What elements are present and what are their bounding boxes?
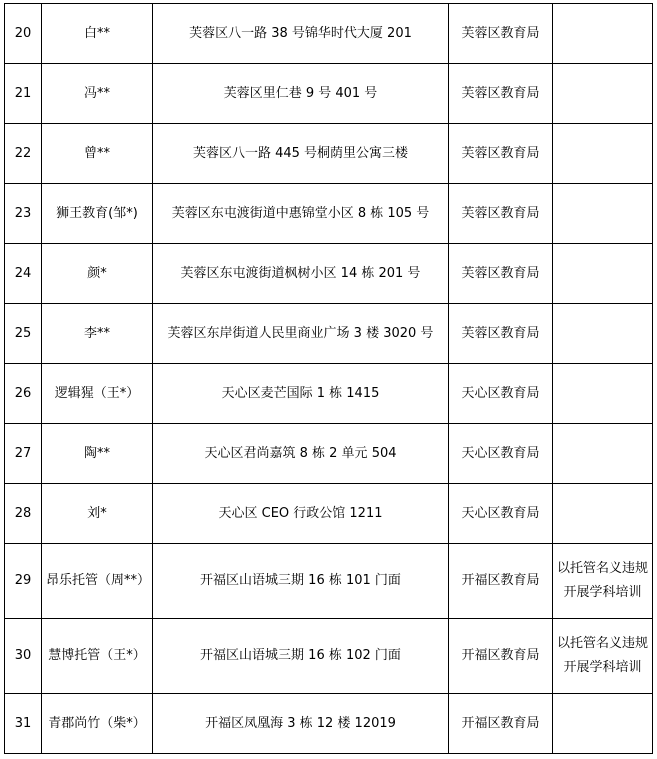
- supervising-authority: 芙蓉区教育局: [449, 124, 553, 184]
- institution-address: 芙蓉区东屯渡街道枫树小区 14 栋 201 号: [153, 244, 449, 304]
- institution-address: 天心区君尚嘉筑 8 栋 2 单元 504: [153, 424, 449, 484]
- row-number: 30: [5, 619, 42, 694]
- violation-note: 以托管名义违规开展学科培训: [553, 544, 653, 619]
- supervising-authority: 天心区教育局: [449, 424, 553, 484]
- row-number: 25: [5, 304, 42, 364]
- institution-name: 李**: [42, 304, 153, 364]
- institution-address: 开福区山语城三期 16 栋 101 门面: [153, 544, 449, 619]
- institution-address: 芙蓉区八一路 38 号锦华时代大厦 201: [153, 4, 449, 64]
- supervising-authority: 芙蓉区教育局: [449, 64, 553, 124]
- row-number: 23: [5, 184, 42, 244]
- table-row: [5, 619, 653, 694]
- violation-note: [553, 4, 653, 64]
- violation-note: [553, 244, 653, 304]
- institution-address: 天心区 CEO 行政公馆 1211: [153, 484, 449, 544]
- table-row: [5, 544, 653, 619]
- institution-address: 芙蓉区东屯渡街道中惠锦堂小区 8 栋 105 号: [153, 184, 449, 244]
- table-row: [5, 64, 653, 124]
- table-row: [5, 4, 653, 64]
- institution-name: 昂乐托管（周**）: [42, 544, 153, 619]
- supervising-authority: 芙蓉区教育局: [449, 304, 553, 364]
- row-number: 29: [5, 544, 42, 619]
- supervising-authority: 芙蓉区教育局: [449, 244, 553, 304]
- institution-address: 开福区山语城三期 16 栋 102 门面: [153, 619, 449, 694]
- institution-address: 开福区凤凰海 3 栋 12 楼 12019: [153, 694, 449, 754]
- institution-address: 芙蓉区里仁巷 9 号 401 号: [153, 64, 449, 124]
- row-number: 27: [5, 424, 42, 484]
- table-row: [5, 424, 653, 484]
- institution-address: 芙蓉区东岸街道人民里商业广场 3 楼 3020 号: [153, 304, 449, 364]
- violation-note: [553, 64, 653, 124]
- row-number: 21: [5, 64, 42, 124]
- institution-name: 陶**: [42, 424, 153, 484]
- row-number: 26: [5, 364, 42, 424]
- institution-name: 白**: [42, 4, 153, 64]
- table-row: [5, 124, 653, 184]
- row-number: 24: [5, 244, 42, 304]
- institution-name: 逻辑猩（王*）: [42, 364, 153, 424]
- supervising-authority: 芙蓉区教育局: [449, 4, 553, 64]
- table-row: [5, 184, 653, 244]
- supervising-authority: 芙蓉区教育局: [449, 184, 553, 244]
- institution-name: 刘*: [42, 484, 153, 544]
- row-number: 22: [5, 124, 42, 184]
- supervising-authority: 开福区教育局: [449, 694, 553, 754]
- supervising-authority: 开福区教育局: [449, 619, 553, 694]
- institution-name: 曾**: [42, 124, 153, 184]
- table-row: [5, 364, 653, 424]
- supervising-authority: 天心区教育局: [449, 364, 553, 424]
- row-number: 20: [5, 4, 42, 64]
- table-row: [5, 244, 653, 304]
- institution-address: 天心区麦芒国际 1 栋 1415: [153, 364, 449, 424]
- violation-note: 以托管名义违规开展学科培训: [553, 619, 653, 694]
- institution-name: 狮王教育(邹*): [42, 184, 153, 244]
- institution-name: 青郡尚竹（柴*）: [42, 694, 153, 754]
- institution-address: 芙蓉区八一路 445 号桐荫里公寓三楼: [153, 124, 449, 184]
- violation-note: [553, 304, 653, 364]
- violation-note: [553, 124, 653, 184]
- institution-name: 冯**: [42, 64, 153, 124]
- violation-note: [553, 484, 653, 544]
- table-row: [5, 484, 653, 544]
- supervising-authority: 天心区教育局: [449, 484, 553, 544]
- row-number: 28: [5, 484, 42, 544]
- violation-note: [553, 364, 653, 424]
- violation-note: [553, 694, 653, 754]
- violation-note: [553, 424, 653, 484]
- institution-table: [4, 3, 653, 754]
- institution-name: 慧博托管（王*）: [42, 619, 153, 694]
- table-row: [5, 304, 653, 364]
- violation-note: [553, 184, 653, 244]
- supervising-authority: 开福区教育局: [449, 544, 553, 619]
- row-number: 31: [5, 694, 42, 754]
- table-row: [5, 694, 653, 754]
- institution-name: 颜*: [42, 244, 153, 304]
